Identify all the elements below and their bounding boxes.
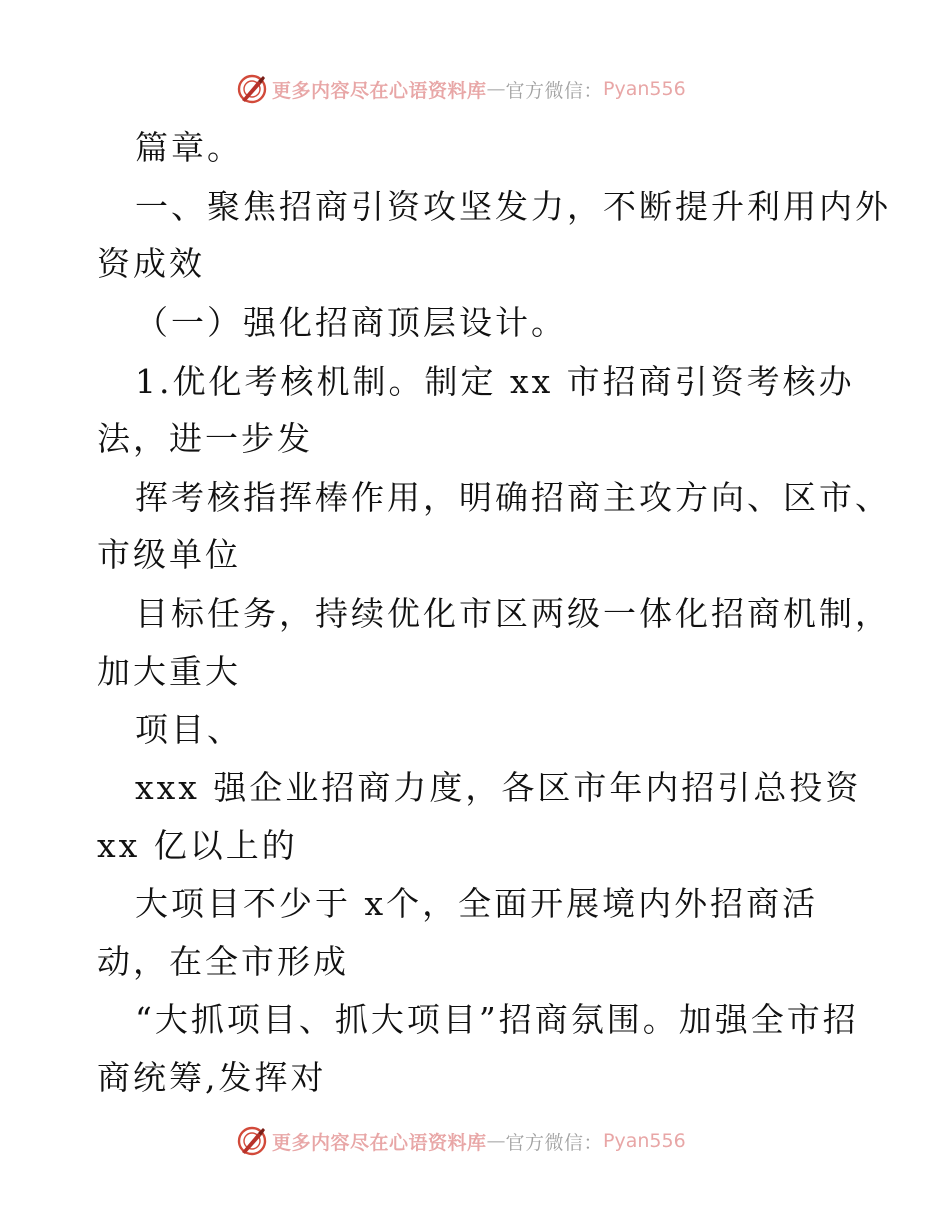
body-line: “大抓项目、抓大项目”招商氛围。加强全市招 xyxy=(135,1000,859,1039)
body-line: 动，在全市形成 xyxy=(97,942,349,981)
body-line: xxx 强企业招商力度，各区市年内招引总投资 xyxy=(135,768,862,807)
pen-seal-logo-icon xyxy=(236,1125,268,1157)
body-line: 市级单位 xyxy=(97,535,241,574)
watermark-text: 更多内容尽在心语资料库 xyxy=(272,79,487,102)
watermark-contact-label: 官方微信： xyxy=(505,1131,604,1154)
header-watermark xyxy=(236,72,686,106)
footer-watermark xyxy=(236,1124,686,1158)
body-line: 篇章。 xyxy=(135,128,243,167)
watermark-wechat-id: Pyan556 xyxy=(603,1130,686,1152)
body-line: 加大重大 xyxy=(97,652,241,691)
body-line: 目标任务，持续优化市区两级一体化招商机制， xyxy=(135,594,891,633)
section-heading: 一、聚焦招商引资攻坚发力，不断提升利用内外 xyxy=(135,187,891,226)
body-line: 项目、 xyxy=(135,710,243,749)
watermark-separator: — xyxy=(486,1130,506,1152)
watermark-text: 更多内容尽在心语资料库 xyxy=(272,1131,487,1154)
body-line: 挥考核指挥棒作用，明确招商主攻方向、区市、 xyxy=(135,478,891,517)
watermark-contact-label: 官方微信： xyxy=(505,79,604,102)
watermark-wechat-id: Pyan556 xyxy=(603,78,686,100)
body-line: 大项目不少于 x个，全面开展境内外招商活 xyxy=(135,884,819,923)
body-line: 商统筹,发挥对 xyxy=(97,1058,327,1097)
section-heading-continued: 资成效 xyxy=(97,244,205,283)
body-line: xx 亿以上的 xyxy=(97,826,298,865)
body-line: 1.优化考核机制。制定 xx 市招商引资考核办 xyxy=(135,362,855,401)
pen-seal-logo-icon xyxy=(236,73,268,105)
subsection-heading: （一）强化招商顶层设计。 xyxy=(135,303,567,342)
watermark-separator: — xyxy=(486,78,506,100)
body-line: 法，进一步发 xyxy=(97,419,313,458)
